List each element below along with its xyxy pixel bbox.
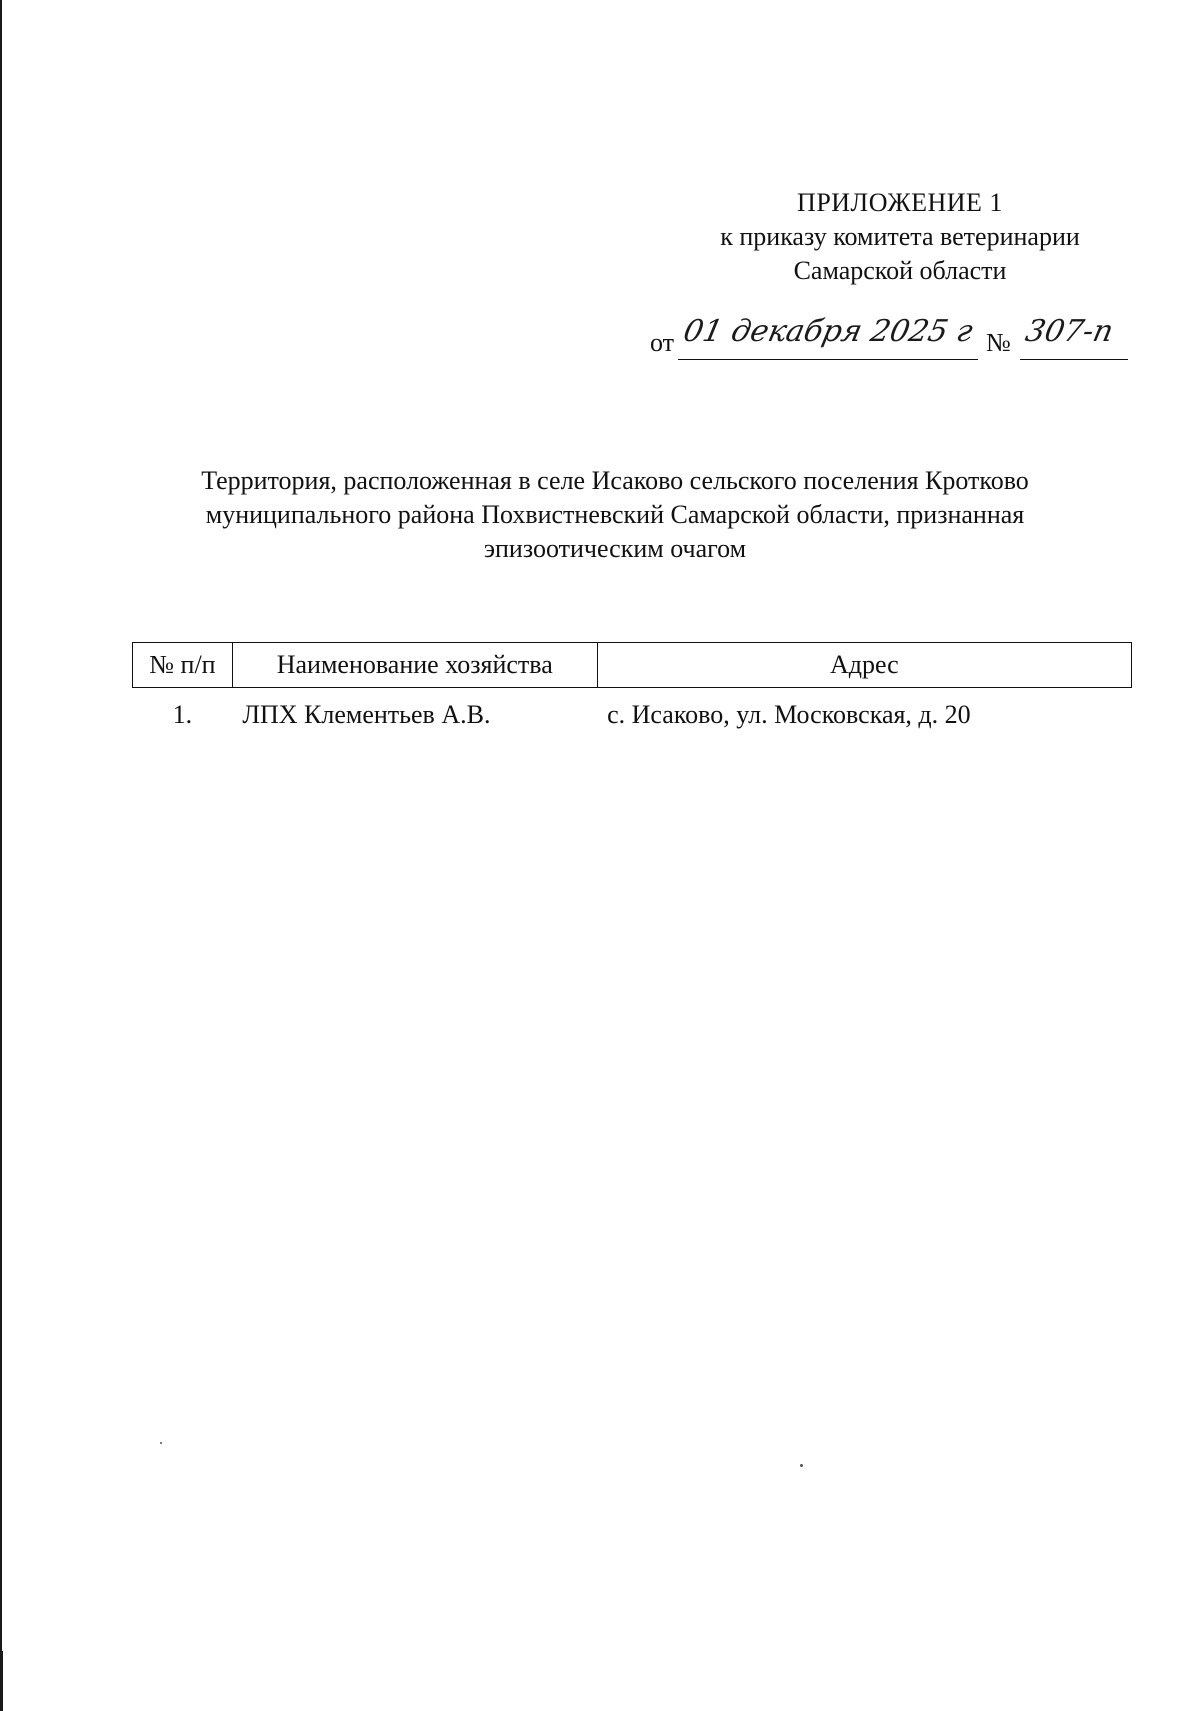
column-header-farm-name: Наименование хозяйства: [232, 643, 597, 688]
annex-subtitle-line-2: Самарской области: [793, 256, 1007, 285]
order-from-label: от: [650, 328, 675, 357]
order-number-label: №: [986, 328, 1011, 357]
heading-line-3: эпизоотическим очагом: [483, 534, 747, 563]
cell-address: с. Исаково, ул. Московская, д. 20: [607, 700, 971, 729]
table-header-row: [133, 643, 1132, 688]
column-header-number: № п/п: [133, 643, 233, 688]
table-row: [133, 688, 1132, 739]
column-header-address: Адрес: [597, 643, 1131, 688]
table-body: [133, 688, 1132, 739]
annex-subtitle-line-1: к приказу комитета ветеринарии: [720, 222, 1080, 251]
farms-table: [132, 642, 1132, 738]
annex-header: [640, 186, 1160, 288]
scan-edge-bottom: [0, 1651, 3, 1711]
cell-farm-name: ЛПХ Клементьев А.В.: [242, 700, 491, 729]
annex-title: ПРИЛОЖЕНИЕ 1: [797, 188, 1003, 217]
order-date-handwritten: 01 декабря 2025 г: [680, 314, 976, 349]
scan-edge-left: [0, 0, 2, 1711]
order-date-underline: [678, 359, 978, 360]
scan-speck: [800, 1464, 803, 1467]
table-header: [133, 643, 1132, 688]
order-number-underline: [1020, 359, 1128, 360]
order-number-handwritten: 307-п: [1022, 314, 1117, 349]
cell-number: 1.: [172, 700, 193, 729]
heading-line-2: муниципального района Похвистневский Самарской области, признанная: [205, 500, 1025, 529]
heading-line-1: Территория, расположенная в селе Исаково сельского поселения Кротково: [201, 466, 1029, 495]
document-heading: [150, 464, 1080, 566]
scan-speck: [160, 1442, 162, 1444]
order-reference: [650, 314, 1130, 370]
